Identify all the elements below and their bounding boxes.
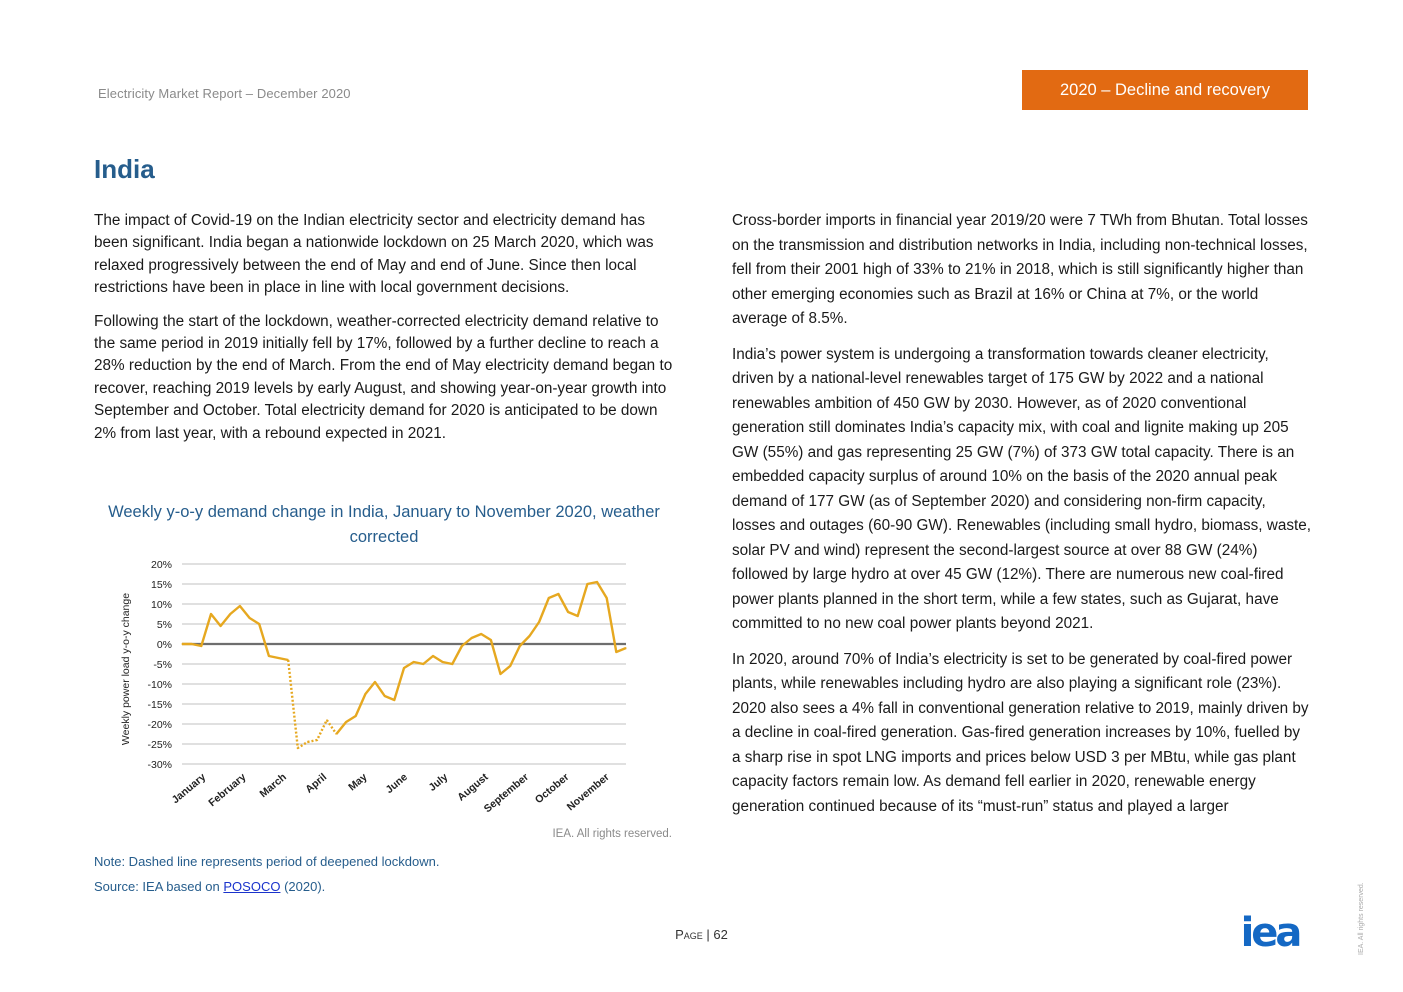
chart-rights: IEA. All rights reserved. [552,828,672,840]
report-title: Electricity Market Report – December 2020 [98,86,351,101]
data-point [490,639,491,640]
y-tick-label: -15% [147,699,172,711]
data-point [558,593,559,594]
y-tick-label: -20% [147,719,172,731]
left-column [94,210,674,456]
page-label: Page [675,927,703,942]
y-tick-label: -30% [147,759,172,771]
data-point [577,615,578,616]
data-point [471,637,472,638]
data-point [384,695,385,696]
y-tick-label: 20% [150,559,172,571]
data-point [230,613,231,614]
data-point [500,673,501,674]
x-tick-label: March [257,771,289,801]
y-tick-label: -25% [147,739,172,751]
y-tick-labels [147,559,172,771]
y-tick-label: 10% [150,599,172,611]
data-point [268,655,269,656]
data-point [355,715,356,716]
page-number-value: 62 [713,927,728,942]
data-point [510,665,511,666]
data-point [606,597,607,598]
data-point [548,597,549,598]
page-heading: India [94,154,155,184]
data-point [461,645,462,646]
data-point [317,739,318,740]
data-point [288,659,289,660]
data-point [529,635,530,636]
data-point [259,623,260,624]
chart-source [94,879,325,894]
x-tick-label: August [455,771,491,804]
data-point [394,699,395,700]
data-point [201,645,202,646]
paragraph: Following the start of the lockdown, weather-corrected electricity demand relative to the same period in 2019 initially fell by 17%, followed by a further decline to reach a 28% reduction by the end of March. From the end of May electricity demand began to recover, reaching 2019 levels by early August, and showing year-on-year growth into September and October. Total electricity demand for 2020 is anticipated to be down 2% from last year, with a rebound expected in 2021. [94,312,673,442]
data-point [278,657,279,658]
source-suffix: (2020). [280,879,326,894]
data-point [616,651,617,652]
iea-logo [1230,914,1310,950]
data-point [365,693,366,694]
x-tick-label: February [206,771,249,810]
x-tick-label: November [564,771,612,814]
paragraph: In 2020, around 70% of India’s electricity is set to be generated by coal-fired power plants, while renewables including hydro are also playing a significant role (23%). 2020 also sees a 4% fall in conventional generation relative to 2019, mainly driven by a decline in coal-fired generation. Gas-fired generation increases by 10%, fuelled by a sharp rise in spot LNG imports and prices below USD 3 per MBtu, while gas plant capacity factors remain low. As demand fell earlier in 2020, renewable energy generation continued because of its “must-run” status and played a larger [732,650,1309,815]
data-point [336,733,337,734]
chart-title: Weekly y-o-y demand change in India, January to November 2020, weather corrected [108,503,660,546]
data-point [587,583,588,584]
paragraph: The impact of Covid-19 on the Indian electricity sector and electricity demand has been significant. India began a nationwide lockdown on 25 March 2020, which was relaxed progressively between the end of May and end of June. Since then local restrictions have been in place in line with local government decisions. [94,212,654,297]
data-point [432,655,433,656]
data-point [374,681,375,682]
data-point [181,643,182,644]
data-point [307,741,308,742]
data-point [326,719,327,720]
x-tick-label: June [383,771,410,797]
data-point [249,617,250,618]
y-tick-label: 5% [156,619,172,631]
data-point [539,621,540,622]
data-point [210,613,211,614]
data-point [442,661,443,662]
logo-text: iea [1240,914,1300,950]
data-point [625,647,626,648]
y-tick-label: -10% [147,679,172,691]
data-point [413,661,414,662]
data-point [423,663,424,664]
y-axis-label: Weekly power load y-o-y change [120,592,132,746]
y-tick-label: -5% [153,659,172,671]
x-tick-label: January [169,771,209,807]
chart-note: Note: Dashed line represents period of deepened lockdown. [94,854,440,869]
y-tick-label: 15% [150,579,172,591]
y-tick-label: 0% [156,639,172,651]
x-tick-label: September [481,771,532,816]
right-column [732,209,1312,830]
x-tick-label: May [346,771,370,794]
series-line-solid [182,606,288,660]
x-tick-label: April [303,771,330,796]
data-point [239,605,240,606]
data-point [220,625,221,626]
x-tick-label: October [532,771,572,807]
side-rights: IEA. All rights reserved. [1358,882,1365,955]
data-point [568,611,569,612]
paragraph: Cross-border imports in financial year 2019/20 were 7 TWh from Bhutan. Total losses on the transmission and distribution networks in India, including non-technical losses, fell from their 2001 high of 33% to 21% in 2018, which is still significantly higher than other emerging economies such as Brazil at 16% or China at 7%, or the world average of 8.5%. [732,212,1308,327]
source-prefix: Source: IEA based on [94,879,224,894]
data-point [403,667,404,668]
data-point [297,747,298,748]
data-point [452,663,453,664]
line-chart [94,555,654,825]
data-point [481,633,482,634]
paragraph: India’s power system is undergoing a transformation towards cleaner electricity, driven by a national-level renewables target of 175 GW by 2022 and a national renewables ambition of 450 GW by 2030. However, as of 2020 conventional generation still dominates India’s capacity mix, with coal and lignite making up 205 GW (55%) and gas representing 25 GW (7%) of 373 GW total capacity. There is an embedded capacity surplus of around 10% on the basis of the 2020 annual peak demand of 177 GW (as of September 2020) and considering non-firm capacity, losses and outages (60-90 GW). Renewables (including small hydro, biomass, waste, solar PV and wind) represent the second-largest source at over 88 GW (24%) followed by large hydro at over 45 GW (12%). There are numerous new coal-fired power plants planned in the short term, while a few states, such as Gujarat, have committed to no new coal power plants beyond 2021. [732,345,1312,632]
page-number: Page | 62 [675,927,728,942]
data-point [596,581,597,582]
data-point [519,645,520,646]
section-badge: 2020 – Decline and recovery [1022,70,1308,110]
data-point [346,721,347,722]
x-tick-labels [170,771,612,815]
posoco-link[interactable]: POSOCO [223,879,281,894]
x-tick-label: July [426,771,451,794]
data-point [191,643,192,644]
